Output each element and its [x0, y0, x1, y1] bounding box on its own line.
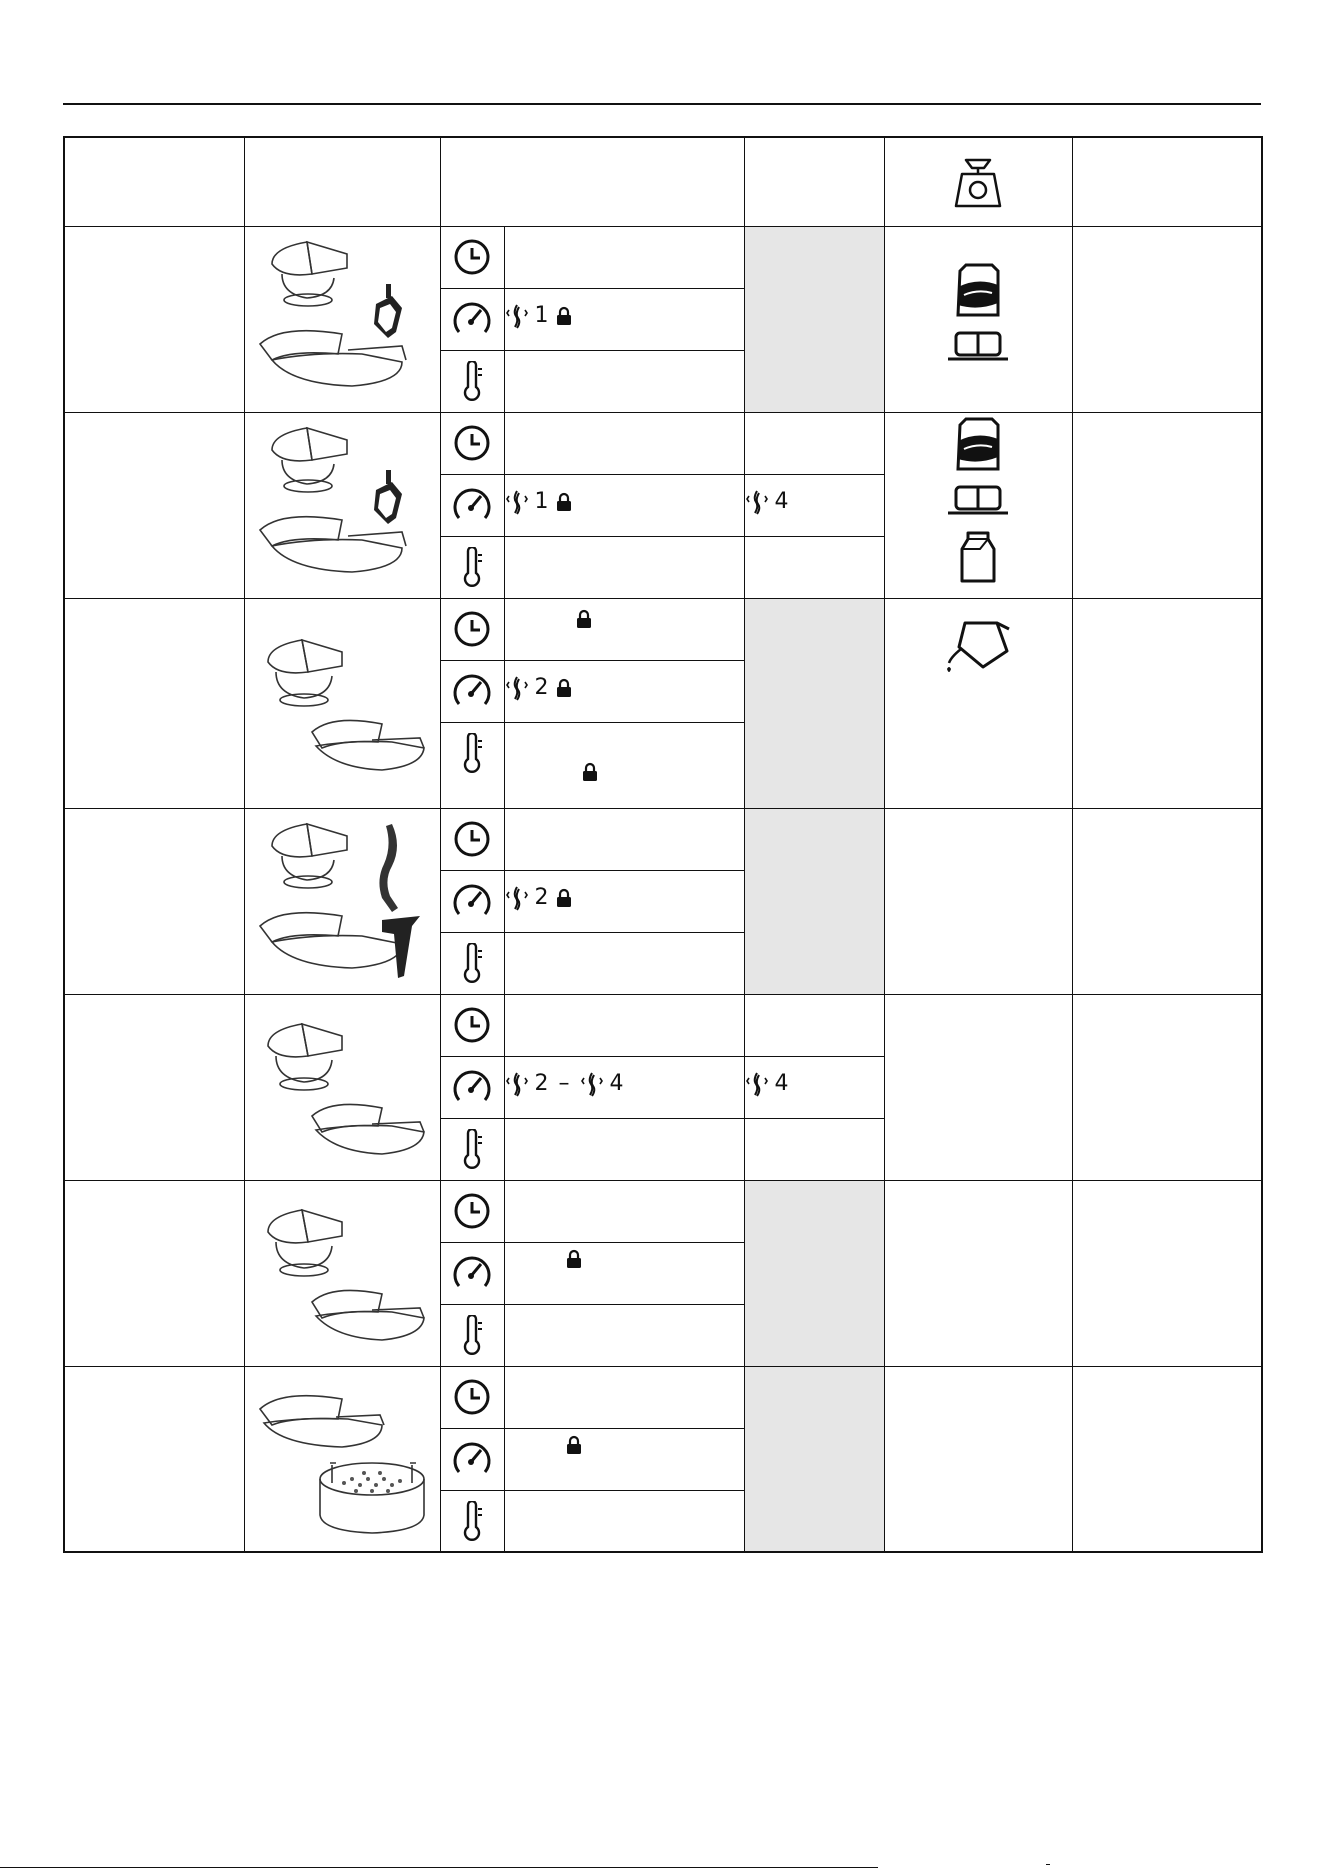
- adjust-speed-value: 4: [774, 1071, 789, 1096]
- flour-bag-icon: [952, 417, 1004, 473]
- speed-gauge-icon: [451, 298, 493, 340]
- table-row: [64, 412, 1262, 474]
- temperature-icon-cell: [440, 1118, 504, 1180]
- ingredients-cell: [884, 226, 1072, 412]
- lock-icon: [555, 492, 573, 512]
- temperature-icon-cell: [440, 932, 504, 994]
- temperature-value-cell: [504, 1118, 744, 1180]
- thermometer-icon: [457, 1129, 487, 1169]
- time-value-cell: [504, 412, 744, 474]
- accessory-image-cell: [244, 598, 440, 808]
- clock-icon: [452, 819, 492, 859]
- speed-icon-cell: [440, 1056, 504, 1118]
- splash-guard-steamer-basket-image: [252, 1379, 432, 1539]
- speed-value: 2: [534, 675, 549, 700]
- speed-gauge-icon: [451, 484, 493, 526]
- speed-value-cell: [504, 1242, 744, 1304]
- lock-icon: [565, 1435, 583, 1455]
- notes-cell: [1072, 598, 1262, 808]
- speed-icon-cell: [440, 660, 504, 722]
- program-cell: [64, 994, 244, 1180]
- stir-speed-icon: [745, 1070, 769, 1098]
- ingredients-cell: [884, 808, 1072, 994]
- speed-gauge-icon: [451, 1252, 493, 1294]
- time-value-cell: [504, 994, 744, 1056]
- ingredients-cell: [884, 994, 1072, 1180]
- stir-speed-icon: [505, 302, 529, 330]
- program-cell: [64, 412, 244, 598]
- speed-value-cell: [504, 474, 744, 536]
- program-cell: [64, 1180, 244, 1366]
- temperature-icon-cell: [440, 1304, 504, 1366]
- program-cell: [64, 808, 244, 994]
- lock-icon: [581, 762, 599, 782]
- thermometer-icon: [457, 361, 487, 401]
- time-value-cell: [504, 598, 744, 660]
- kitchen-scale-icon: [950, 154, 1006, 210]
- table-row: [64, 1180, 1262, 1242]
- top-rule: [63, 103, 1261, 105]
- speed-value-from: 2: [534, 1071, 549, 1096]
- speed-value-cell: [504, 660, 744, 722]
- program-cell: [64, 598, 244, 808]
- speed-icon-cell: [440, 1242, 504, 1304]
- stir-speed-icon: [745, 488, 769, 516]
- clock-icon: [452, 237, 492, 277]
- ingredients-cell: [884, 1180, 1072, 1366]
- time-icon-cell: [440, 1366, 504, 1428]
- time-icon-cell: [440, 994, 504, 1056]
- accessory-image-cell: [244, 412, 440, 598]
- clock-icon: [452, 423, 492, 463]
- clock-icon: [452, 609, 492, 649]
- thermometer-icon: [457, 547, 487, 587]
- header-cell-quantity: [884, 137, 1072, 226]
- lock-icon: [555, 678, 573, 698]
- speed-icon-cell: [440, 870, 504, 932]
- speed-value-cell: [504, 870, 744, 932]
- time-icon-cell: [440, 412, 504, 474]
- time-value-cell: [504, 226, 744, 288]
- notes-cell: [1072, 808, 1262, 994]
- bowl-splash-guard-k-beater-image: [252, 420, 432, 590]
- speed-gauge-icon: [451, 1438, 493, 1480]
- clock-icon: [452, 1005, 492, 1045]
- speed-gauge-icon: [451, 670, 493, 712]
- adjust-speed-value: 4: [774, 489, 789, 514]
- table-row: [64, 1366, 1262, 1428]
- lock-icon: [575, 609, 593, 629]
- stir-speed-icon: [505, 674, 529, 702]
- adjust-cell: [744, 226, 884, 412]
- time-icon-cell: [440, 1180, 504, 1242]
- temperature-icon-cell: [440, 722, 504, 808]
- adjust-cell-time: [744, 412, 884, 474]
- lock-icon: [555, 888, 573, 908]
- speed-value-cell: [504, 1056, 744, 1118]
- time-icon-cell: [440, 808, 504, 870]
- notes-cell: [1072, 1180, 1262, 1366]
- speed-value: 1: [534, 489, 549, 514]
- adjust-cell: [744, 808, 884, 994]
- thermometer-icon: [457, 1501, 487, 1541]
- temperature-value-cell: [504, 350, 744, 412]
- accessory-image-cell: [244, 226, 440, 412]
- speed-value: 2: [534, 885, 549, 910]
- temperature-icon-cell: [440, 536, 504, 598]
- time-icon-cell: [440, 598, 504, 660]
- notes-cell: [1072, 412, 1262, 598]
- header-cell-notes: [1072, 137, 1262, 226]
- speed-gauge-icon: [451, 880, 493, 922]
- header-cell-adjust: [744, 137, 884, 226]
- speed-value-cell: [504, 1428, 744, 1490]
- speed-icon-cell: [440, 288, 504, 350]
- adjust-speed-cell: [744, 474, 884, 536]
- accessory-image-cell: [244, 1366, 440, 1552]
- lock-icon: [565, 1249, 583, 1269]
- measuring-jug-icon: [935, 617, 1015, 679]
- accessory-image-cell: [244, 994, 440, 1180]
- adjust-cell: [744, 1180, 884, 1366]
- range-dash: –: [558, 1071, 570, 1096]
- header-cell-settings: [440, 137, 744, 226]
- clock-icon: [452, 1377, 492, 1417]
- header-cell-program: [64, 137, 244, 226]
- thermometer-icon: [457, 733, 487, 773]
- notes-cell: [1072, 226, 1262, 412]
- adjust-cell-temperature: [744, 1118, 884, 1180]
- butter-icon: [946, 329, 1010, 365]
- table-row: [64, 226, 1262, 288]
- header-cell-accessory: [244, 137, 440, 226]
- speed-value-to: 4: [609, 1071, 624, 1096]
- table-row: [64, 994, 1262, 1056]
- bottom-rule: [0, 1867, 878, 1868]
- ingredients-cell: [884, 412, 1072, 598]
- adjust-cell-time: [744, 994, 884, 1056]
- accessory-image-cell: [244, 1180, 440, 1366]
- butter-icon: [946, 483, 1010, 519]
- table-row: [64, 598, 1262, 660]
- ingredients-cell: [884, 1366, 1072, 1552]
- time-value-cell: [504, 1180, 744, 1242]
- milk-carton-icon: [960, 529, 996, 583]
- stir-speed-icon: [580, 1070, 604, 1098]
- bowl-splash-guard-dough-hook-beater-image: [252, 816, 432, 986]
- temperature-value-cell: [504, 1304, 744, 1366]
- time-icon-cell: [440, 226, 504, 288]
- bottom-tick: [1046, 1864, 1050, 1865]
- temperature-value-cell: [504, 932, 744, 994]
- thermometer-icon: [457, 943, 487, 983]
- speed-value: 1: [534, 303, 549, 328]
- table-header-row: [64, 137, 1262, 226]
- program-cell: [64, 226, 244, 412]
- temperature-icon-cell: [440, 350, 504, 412]
- notes-cell: [1072, 1366, 1262, 1552]
- temperature-value-cell: [504, 722, 744, 808]
- bowl-splash-guard-image: [252, 1198, 432, 1348]
- time-value-cell: [504, 808, 744, 870]
- temperature-value-cell: [504, 536, 744, 598]
- adjust-cell: [744, 1366, 884, 1552]
- bowl-splash-guard-k-beater-image: [252, 234, 432, 404]
- bowl-splash-guard-image: [252, 1012, 432, 1162]
- speed-icon-cell: [440, 1428, 504, 1490]
- adjust-cell: [744, 598, 884, 808]
- stir-speed-icon: [505, 884, 529, 912]
- stir-speed-icon: [505, 1070, 529, 1098]
- program-cell: [64, 1366, 244, 1552]
- notes-cell: [1072, 994, 1262, 1180]
- bowl-splash-guard-image: [252, 628, 432, 778]
- table-row: [64, 808, 1262, 870]
- adjust-cell-temperature: [744, 536, 884, 598]
- speed-value-cell: [504, 288, 744, 350]
- clock-icon: [452, 1191, 492, 1231]
- accessory-image-cell: [244, 808, 440, 994]
- stir-speed-icon: [505, 488, 529, 516]
- thermometer-icon: [457, 1315, 487, 1355]
- settings-table: [63, 136, 1263, 1553]
- time-value-cell: [504, 1366, 744, 1428]
- speed-icon-cell: [440, 474, 504, 536]
- adjust-speed-cell: [744, 1056, 884, 1118]
- temperature-icon-cell: [440, 1490, 504, 1552]
- temperature-value-cell: [504, 1490, 744, 1552]
- speed-gauge-icon: [451, 1066, 493, 1108]
- flour-bag-icon: [952, 263, 1004, 319]
- ingredients-cell: [884, 598, 1072, 808]
- lock-icon: [555, 306, 573, 326]
